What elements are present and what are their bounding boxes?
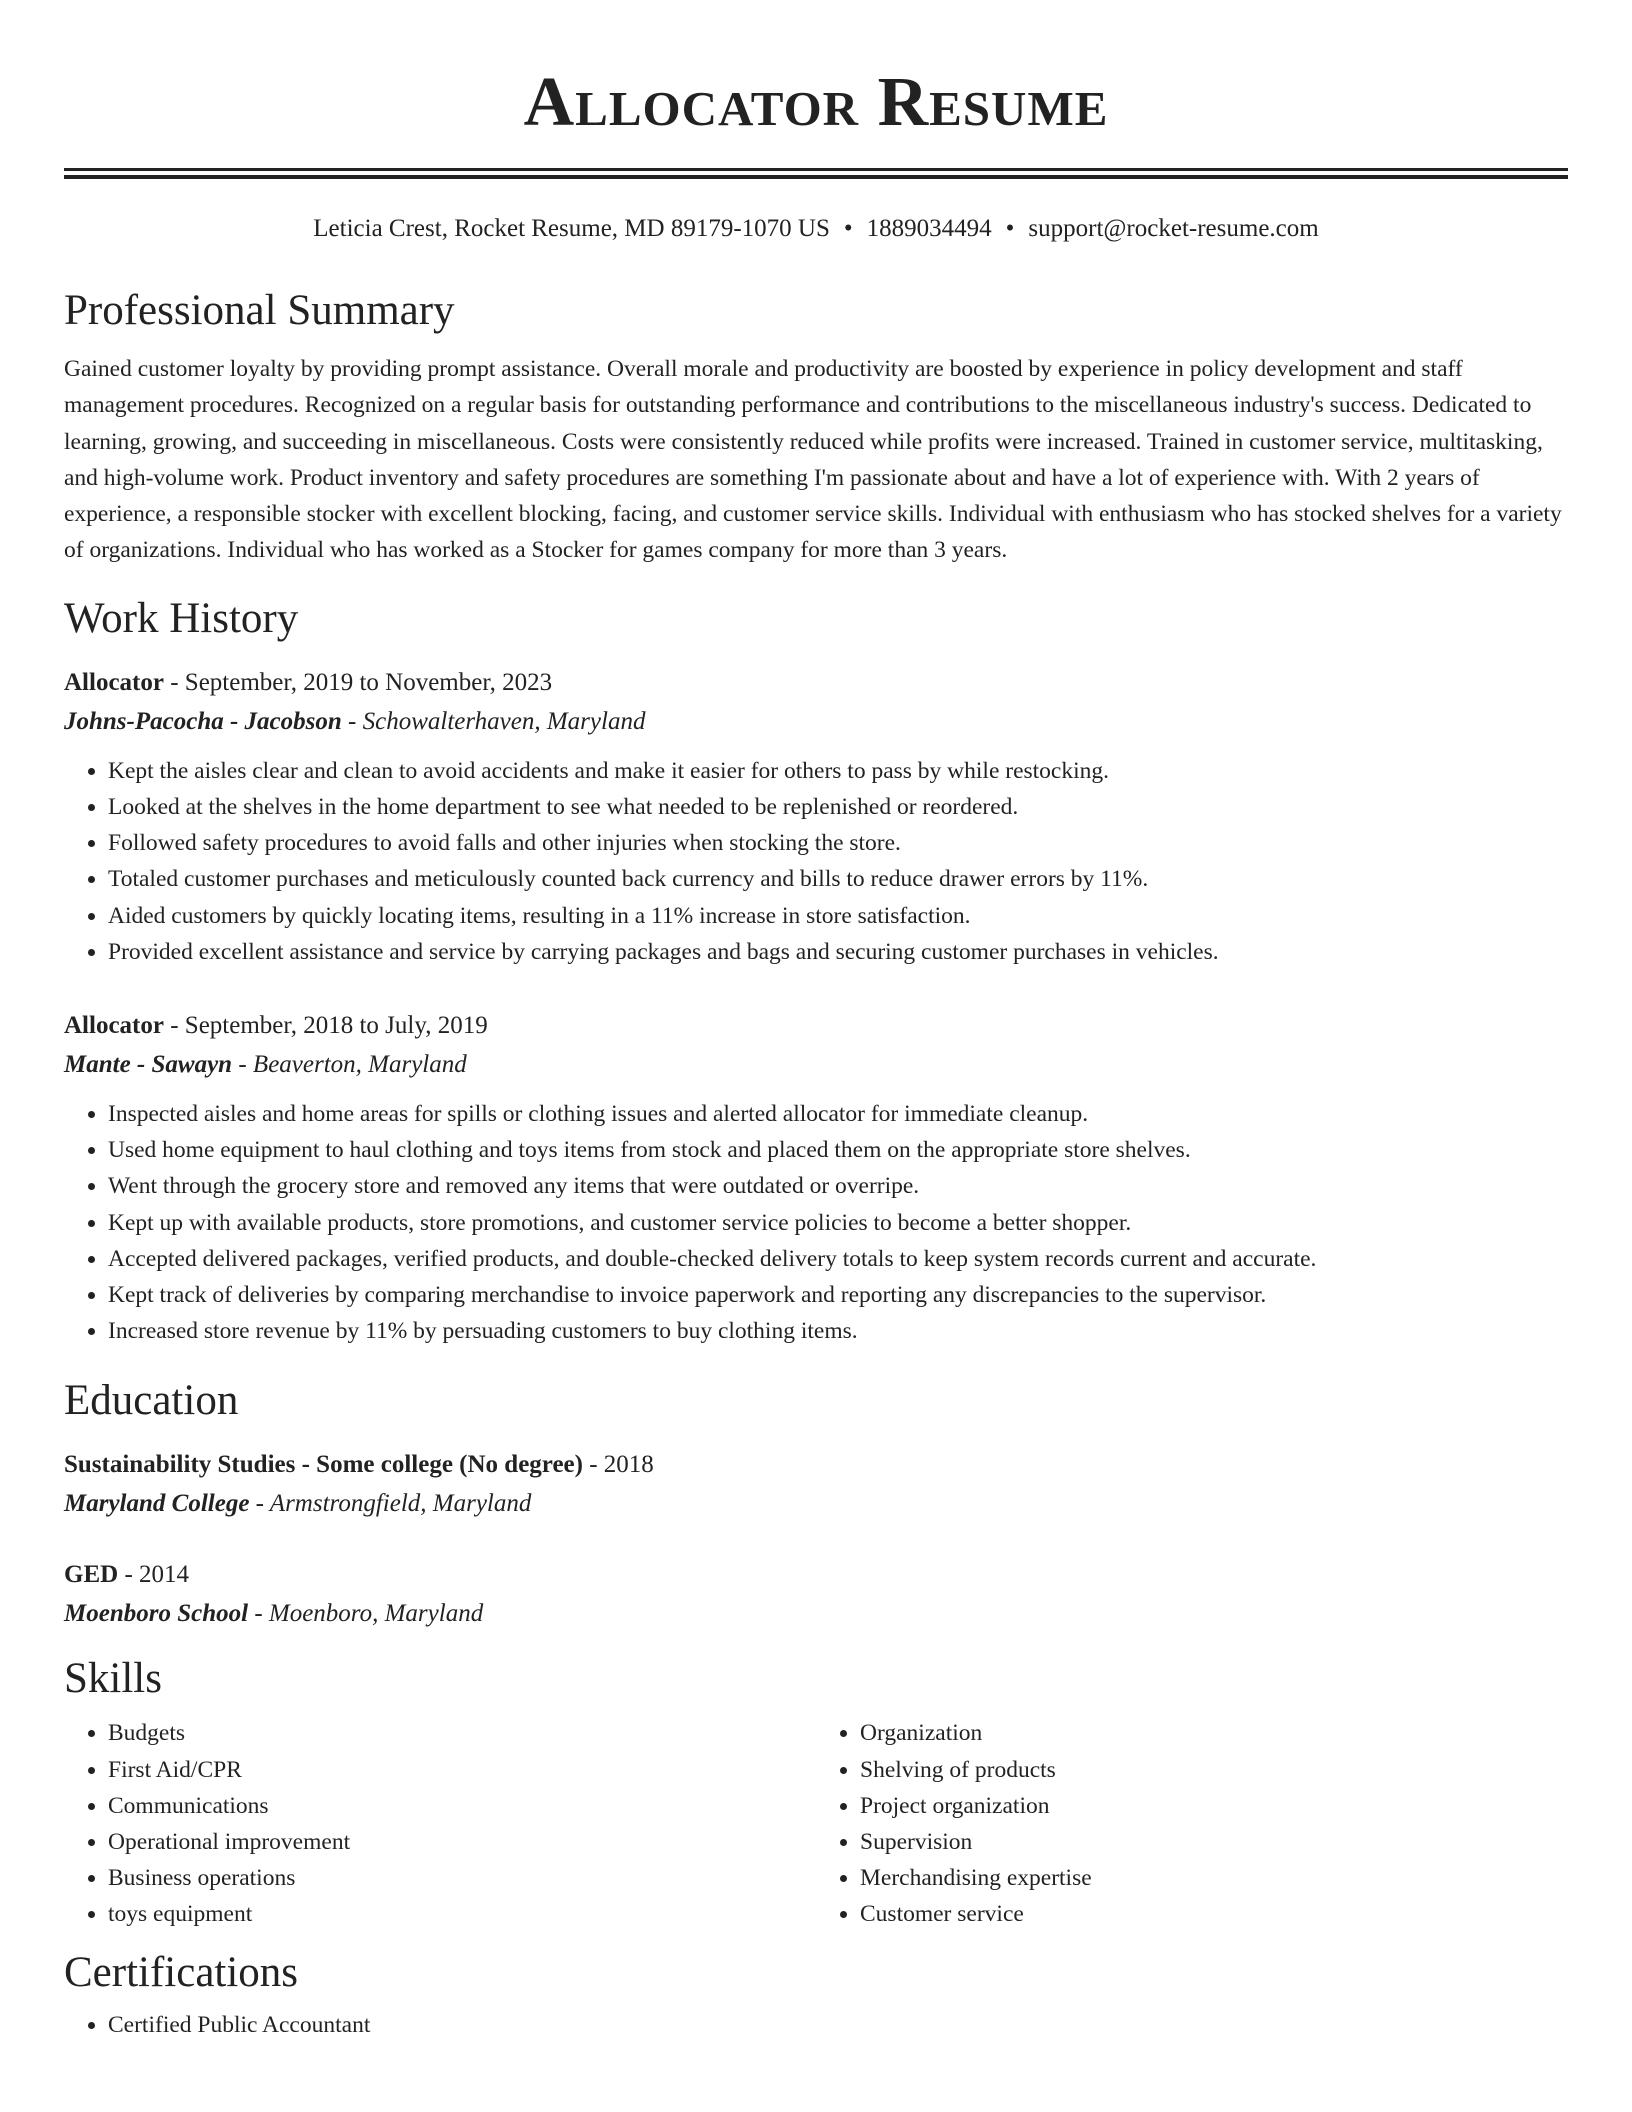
contact-separator: • — [843, 215, 853, 242]
education-school-line — [64, 1594, 1568, 1633]
job-bullet: • Aided customers by quickly locating items, resulting in a 11% increase in store satisfaction. — [108, 898, 1568, 934]
education-entry — [64, 1555, 1568, 1633]
job-title-line — [64, 1006, 1568, 1045]
job-location: - Beaverton, Maryland — [232, 1051, 467, 1078]
education-school: Maryland College — [64, 1490, 250, 1518]
job-dates: - September, 2018 to July, 2019 — [163, 1012, 488, 1039]
education-degree: Sustainability Studies - Some college (No degree) — [64, 1451, 583, 1479]
skill-item: • Operational improvement — [108, 1824, 816, 1860]
skill-item: • Business operations — [108, 1860, 816, 1896]
job-bullet: • Followed safety procedures to avoid falls and other injuries when stocking the store. — [108, 825, 1568, 861]
skills-list-right — [816, 1715, 1568, 1932]
job-bullet: • Looked at the shelves in the home department to see what needed to be replenished or reordered. — [108, 789, 1568, 825]
certifications-list — [64, 2007, 1568, 2043]
job-title: Allocator — [64, 668, 164, 696]
title-divider — [64, 168, 1568, 179]
skill-item: • toys equipment — [108, 1896, 816, 1932]
education-year: - 2018 — [582, 1451, 654, 1479]
job-bullet: • Accepted delivered packages, verified products, and double-checked delivery totals to keep system records current and accurate. — [108, 1241, 1568, 1277]
education-degree-line — [64, 1555, 1568, 1594]
job-bullet: • Increased store revenue by 11% by persuading customers to buy clothing items. — [108, 1313, 1568, 1349]
education-year: - 2014 — [118, 1561, 190, 1589]
job-bullet: • Kept the aisles clear and clean to avoid accidents and make it easier for others to pass by while restocking. — [108, 753, 1568, 789]
education-heading: Education — [64, 1377, 239, 1425]
contact-separator: • — [1005, 215, 1015, 242]
job-bullet: • Kept track of deliveries by comparing merchandise to invoice paperwork and reporting any discrepancies to the supervisor. — [108, 1277, 1568, 1313]
skill-item: • Customer service — [860, 1896, 1568, 1932]
job-bullet: • Went through the grocery store and removed any items that were outdated or overripe. — [108, 1168, 1568, 1204]
skills-columns — [64, 1715, 1568, 1932]
job-dates: - September, 2019 to November, 2023 — [163, 668, 553, 696]
job-bullet: • Used home equipment to haul clothing and toys items from stock and placed them on the appropriate store shelves. — [108, 1132, 1568, 1168]
certification-item: • Certified Public Accountant — [108, 2007, 1568, 2043]
skill-item: • Organization — [860, 1715, 1568, 1751]
job-bullet: • Totaled customer purchases and meticulously counted back currency and bills to reduce drawer errors by 11%. — [108, 861, 1568, 897]
skills-list-left — [64, 1715, 816, 1932]
skill-item: • Communications — [108, 1788, 816, 1824]
summary-text: Gained customer loyalty by providing prompt assistance. Overall morale and productivity are boosted by experience in policy development and staff management procedures. Recognized on a regular basis for outstanding performance and contributions to the miscellaneous industry's success. Dedicated to learning, growing, and succeeding in miscellaneous. Costs were consistently reduced while profits were increased. Trained in customer service, multitasking, and high-volume work. Product inventory and safety procedures are something I'm passionate about and have a lot of experience with. With 2 years of experience, a responsible stocker with excellent blocking, facing, and customer service skills. Individual with enthusiasm who has stocked shelves for a variety of organizations. Individual who has worked as a Stocker for games company for more than 3 years. — [64, 356, 1562, 564]
work-history-heading: Work History — [64, 594, 299, 642]
job-title: Allocator — [64, 1012, 164, 1039]
job-entry — [64, 1006, 1568, 1349]
job-entry — [64, 663, 1568, 970]
education-school: Moenboro School — [64, 1600, 249, 1628]
contact-address: Leticia Crest, Rocket Resume, MD 89179-1070 US — [313, 215, 830, 242]
job-location: - Schowalterhaven, Maryland — [341, 707, 646, 735]
education-school-line — [64, 1484, 1568, 1523]
education-entry — [64, 1445, 1568, 1523]
education-location: - Armstrongfield, Maryland — [249, 1490, 532, 1518]
skill-item: • Project organization — [860, 1788, 1568, 1824]
job-company: Mante - Sawayn — [64, 1051, 233, 1078]
skill-item: • Merchandising expertise — [860, 1860, 1568, 1896]
skills-heading: Skills — [64, 1655, 162, 1703]
job-bullet: • Kept up with available products, store promotions, and customer service policies to become a better shopper. — [108, 1205, 1568, 1241]
contact-line — [64, 213, 1568, 245]
job-bullet: • Provided excellent assistance and service by carrying packages and bags and securing customer purchases in vehicles. — [108, 934, 1568, 970]
job-bullet: • Inspected aisles and home areas for spills or clothing issues and alerted allocator for immediate cleanup. — [108, 1096, 1568, 1132]
skill-item: • Supervision — [860, 1824, 1568, 1860]
job-company: Johns-Pacocha - Jacobson — [64, 707, 342, 735]
certifications-heading: Certifications — [64, 1948, 299, 1996]
job-company-line — [64, 702, 1568, 741]
skill-item: • Budgets — [108, 1715, 816, 1751]
resume-title: Allocator Resume — [523, 64, 1109, 141]
job-bullets — [64, 1096, 1568, 1349]
education-degree-line — [64, 1445, 1568, 1484]
skill-item: • First Aid/CPR — [108, 1752, 816, 1788]
summary-heading: Professional Summary — [64, 287, 455, 334]
job-company-line — [64, 1045, 1568, 1084]
job-title-line — [64, 663, 1568, 702]
contact-phone: 1889034494 — [866, 215, 992, 242]
education-degree: GED — [64, 1561, 119, 1589]
skill-item: • Shelving of products — [860, 1752, 1568, 1788]
job-bullets — [64, 753, 1568, 970]
contact-email: support@rocket-resume.com — [1028, 215, 1319, 242]
education-location: - Moenboro, Maryland — [248, 1600, 484, 1628]
